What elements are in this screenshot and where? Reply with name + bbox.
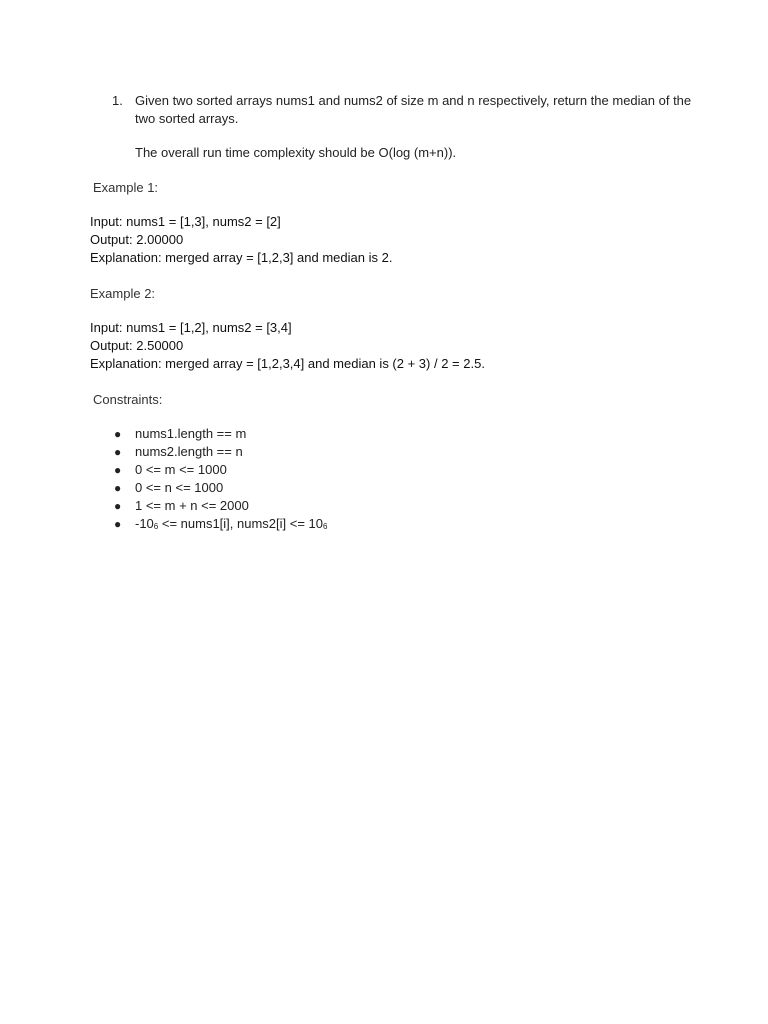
bullet-icon: ● [114,427,122,441]
list-item: ● 0 <= n <= 1000 [114,480,224,495]
bullet-icon: ● [114,445,122,459]
list-item: ● 0 <= m <= 1000 [114,462,227,477]
bullet-icon: ● [114,481,122,495]
bullet-icon: ● [114,463,122,477]
problem-statement-item [112,92,692,162]
example2-input: Input: nums1 = [1,2], nums2 = [3,4] [90,320,292,335]
example2-heading: Example 2: [90,286,156,301]
list-item: ● nums1.length == m [114,426,247,441]
exponent: 6 [323,522,328,531]
example2-output: Output: 2.50000 [90,338,184,353]
example1-output: Output: 2.00000 [90,232,184,247]
list-item: ● nums2.length == n [114,444,243,459]
bullet-icon: ● [114,499,122,513]
exponent: 6 [153,522,159,531]
bullet-icon: ● [114,517,122,531]
example2-explanation: Explanation: merged array = [1,2,3,4] and median is (2 + 3) / 2 = 2.5. [90,356,485,371]
constraints-list [112,425,327,536]
example1-explanation: Explanation: merged array = [1,2,3] and median is 2. [90,250,393,265]
problem-statement: Given two sorted arrays nums1 and nums2 of size m and n respectively, return the median of the two sorted arrays. [135,93,692,126]
example1-input: Input: nums1 = [1,3], nums2 = [2] [90,214,281,229]
example1-heading: Example 1: [93,180,159,195]
constraints-heading: Constraints: [93,392,163,407]
list-number: 1. [112,93,123,108]
list-item: ● $-10^6$ <= nums1[i], nums2[i] <= $10^6$ [114,516,328,531]
complexity-note: The overall run time complexity should be O(log (m+n)). [135,145,457,160]
list-item: ● 1 <= m + n <= 2000 [114,498,249,513]
